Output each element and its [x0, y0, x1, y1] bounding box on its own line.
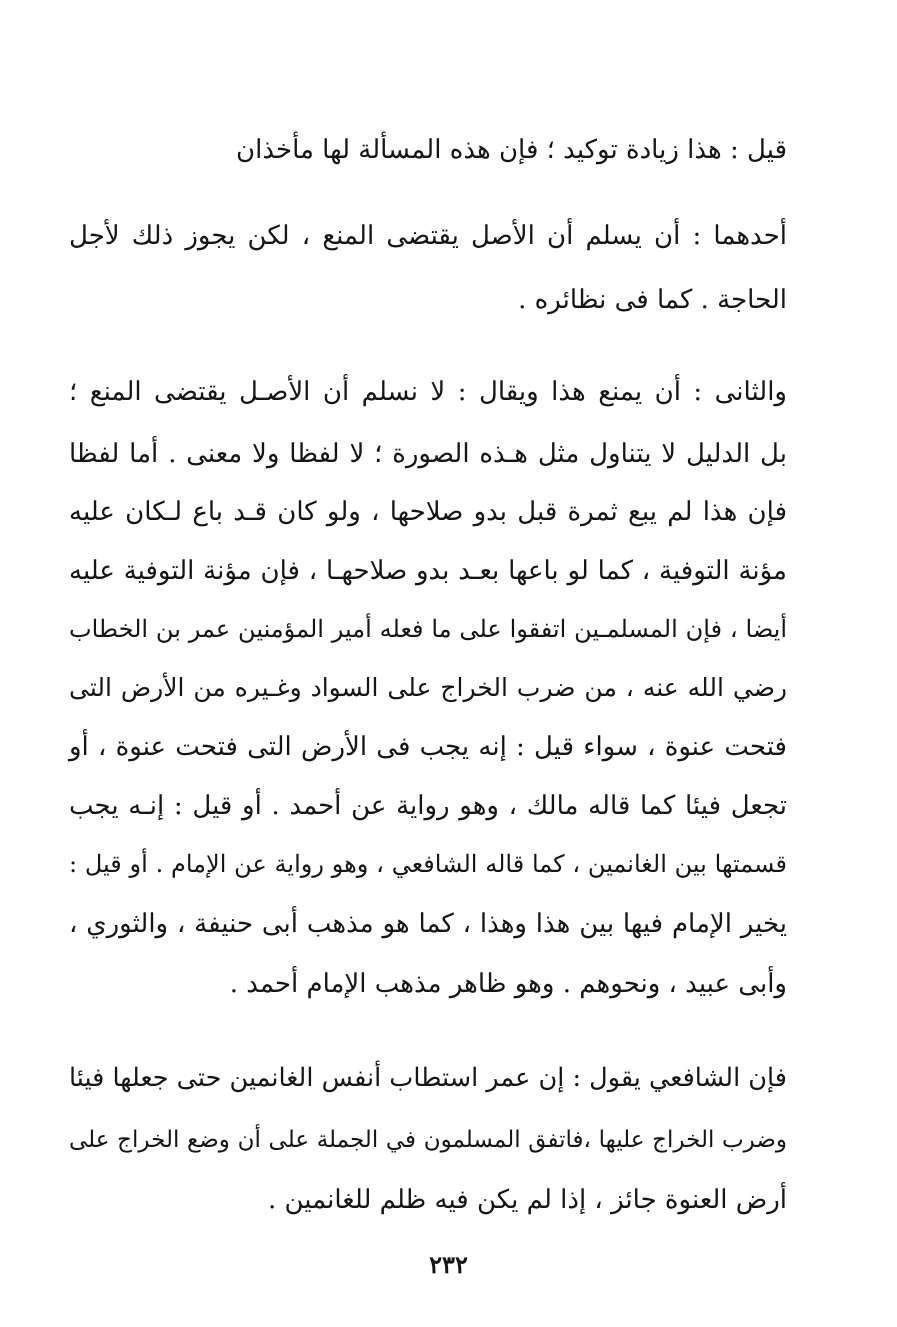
text-line: قيل : هذا زيادة توكيد ؛ فإن هذه المسألة لها مأخذان [236, 135, 787, 165]
text-line: مؤنة التوفية ، كما لو باعها بعـد بدو صلاحهـا ، فإن مؤنة التوفية عليه [69, 556, 787, 586]
text-line: الحاجة . كما فى نظائره . [518, 285, 787, 315]
text-line: وأبى عبيد ، ونحوهم . وهو ظاهر مذهب الإمام أحمد . [229, 969, 787, 999]
text-line: والثانى : أن يمنع هذا ويقال : لا نسلم أن الأصـل يقتضى المنع ؛ [69, 377, 787, 407]
text-line: أحدهما : أن يسلم أن الأصل يقتضى المنع ، لكن يجوز ذلك لأجل [69, 221, 787, 251]
text-line: فإن الشافعي يقول : إن عمر استطاب أنفس الغانمين حتى جعلها فيئا [69, 1063, 787, 1093]
text-line: فتحت عنوة ، سواء قيل : إنه يجب فى الأرض التى فتحت عنوة ، أو [69, 732, 787, 762]
text-line: بل الدليل لا يتناول مثل هـذه الصورة ؛ لا لفظا ولا معنى . أما لفظا [69, 439, 787, 469]
text-line: رضي الله عنه ، من ضرب الخراج على السواد وغـيره من الأرض التى [69, 673, 787, 702]
text-line: فإن هذا لم يبع ثمرة قبل بدو صلاحها ، ولو كان قـد باع لـكان عليه [69, 497, 787, 527]
text-line: يخير الإمام فيها بين هذا وهذا ، كما هو مذهب أبى حنيفة ، والثوري ، [69, 909, 787, 939]
text-line: وضرب الخراج عليها ،فاتفق المسلمون في الجملة على أن وضع الخراج على [69, 1127, 787, 1153]
page-number: ٢٣٢ [429, 1250, 468, 1279]
text-line: أرض العنوة جائز ، إذا لم يكن فيه ظلم للغانمين . [267, 1185, 787, 1215]
text-line: تجعل فيئا كما قاله مالك ، وهو رواية عن أحمد . أو قيل : إنـه يجب [69, 791, 787, 821]
text-line: أيضا ، فإن المسلمـين اتفقوا على ما فعله أمير المؤمنين عمر بن الخطاب [69, 615, 787, 643]
text-line: قسمتها بين الغانمين ، كما قاله الشافعي ، وهو رواية عن الإمام . أو قيل : [69, 850, 787, 878]
